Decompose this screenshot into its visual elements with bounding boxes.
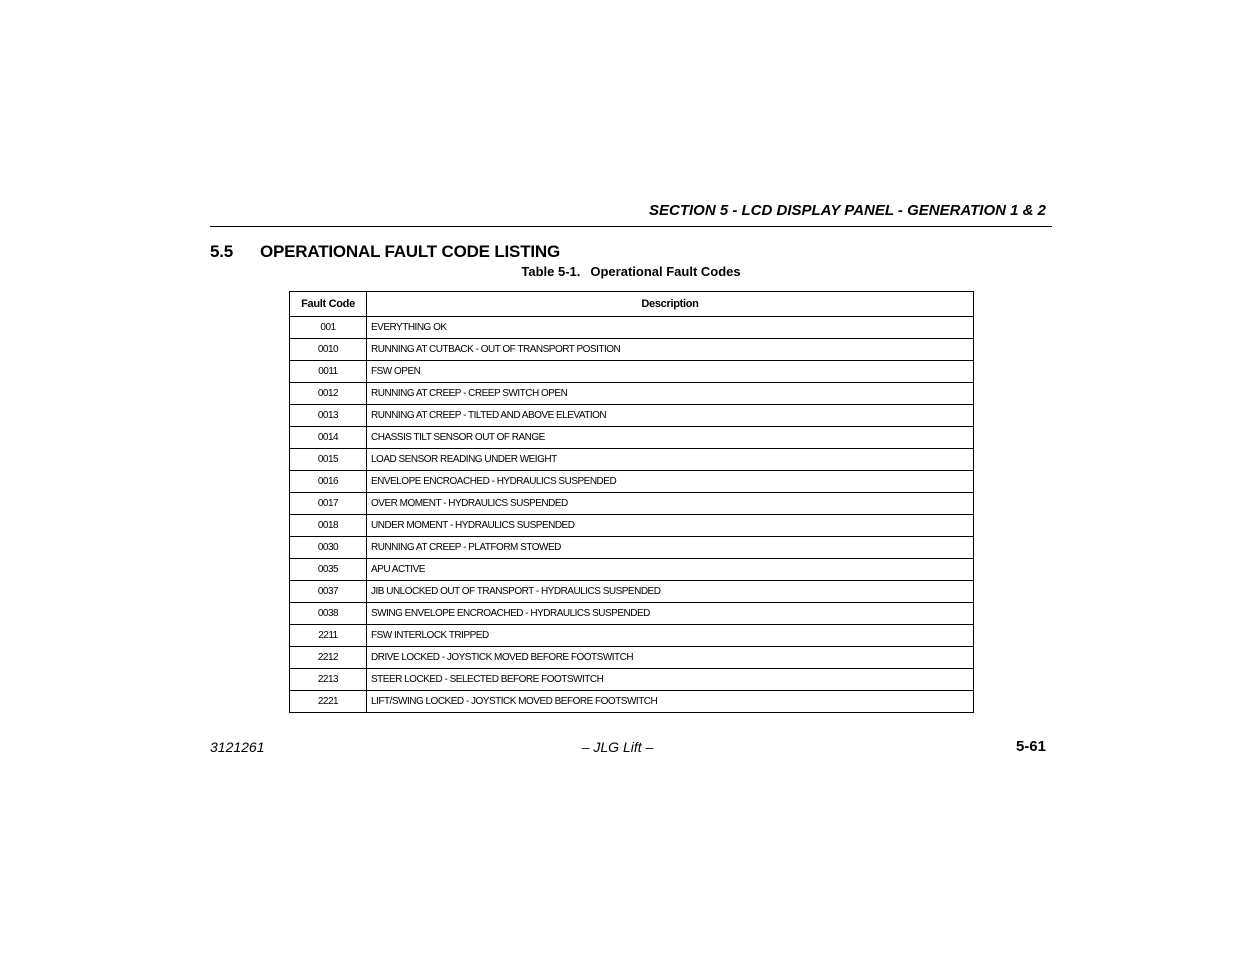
table-row xyxy=(290,647,974,669)
table-row xyxy=(290,559,974,581)
fault-description-cell: SWING ENVELOPE ENCROACHED - HYDRAULICS SUSPENDED xyxy=(367,603,974,625)
fault-code-cell: 0015 xyxy=(290,449,367,471)
fault-code-cell: 0012 xyxy=(290,383,367,405)
table-row xyxy=(290,361,974,383)
table-row xyxy=(290,625,974,647)
table-row xyxy=(290,383,974,405)
column-header-fault-code: Fault Code xyxy=(290,292,367,317)
table-row xyxy=(290,537,974,559)
table-caption xyxy=(289,264,973,279)
fault-code-cell: 0035 xyxy=(290,559,367,581)
fault-description-cell: APU ACTIVE xyxy=(367,559,974,581)
table-header-row xyxy=(290,292,974,317)
fault-description-cell: UNDER MOMENT - HYDRAULICS SUSPENDED xyxy=(367,515,974,537)
fault-code-cell: 2211 xyxy=(290,625,367,647)
fault-code-cell: 0018 xyxy=(290,515,367,537)
fault-code-cell: 0014 xyxy=(290,427,367,449)
fault-description-cell: FSW INTERLOCK TRIPPED xyxy=(367,625,974,647)
table-row xyxy=(290,515,974,537)
fault-description-cell: DRIVE LOCKED - JOYSTICK MOVED BEFORE FOOTSWITCH xyxy=(367,647,974,669)
table-row xyxy=(290,669,974,691)
section-title: OPERATIONAL FAULT CODE LISTING xyxy=(260,242,561,261)
fault-code-cell: 0037 xyxy=(290,581,367,603)
fault-code-cell: 2212 xyxy=(290,647,367,669)
table-row xyxy=(290,691,974,713)
fault-description-cell: FSW OPEN xyxy=(367,361,974,383)
table-row xyxy=(290,339,974,361)
fault-description-cell: RUNNING AT CREEP - CREEP SWITCH OPEN xyxy=(367,383,974,405)
fault-code-cell: 0017 xyxy=(290,493,367,515)
fault-code-cell: 001 xyxy=(290,317,367,339)
table-row xyxy=(290,493,974,515)
fault-description-cell: STEER LOCKED - SELECTED BEFORE FOOTSWITCH xyxy=(367,669,974,691)
table-row xyxy=(290,581,974,603)
section-number: 5.5 xyxy=(210,242,234,261)
fault-description-cell: OVER MOMENT - HYDRAULICS SUSPENDED xyxy=(367,493,974,515)
fault-code-cell: 0011 xyxy=(290,361,367,383)
fault-description-cell: RUNNING AT CREEP - PLATFORM STOWED xyxy=(367,537,974,559)
fault-code-table xyxy=(289,291,974,713)
fault-description-cell: EVERYTHING OK xyxy=(367,317,974,339)
fault-code-cell: 0030 xyxy=(290,537,367,559)
fault-code-cell: 2221 xyxy=(290,691,367,713)
fault-code-cell: 0038 xyxy=(290,603,367,625)
fault-description-cell: JIB UNLOCKED OUT OF TRANSPORT - HYDRAULICS SUSPENDED xyxy=(367,581,974,603)
fault-description-cell: CHASSIS TILT SENSOR OUT OF RANGE xyxy=(367,427,974,449)
table-row xyxy=(290,405,974,427)
table-body xyxy=(290,317,974,713)
fault-description-cell: RUNNING AT CREEP - TILTED AND ABOVE ELEVATION xyxy=(367,405,974,427)
column-header-description: Description xyxy=(367,292,974,317)
fault-description-cell: LOAD SENSOR READING UNDER WEIGHT xyxy=(367,449,974,471)
table-row xyxy=(290,603,974,625)
page-number: 5-61 xyxy=(1015,738,1046,755)
section-running-header: SECTION 5 - LCD DISPLAY PANEL - GENERATION 1 & 2 xyxy=(649,202,1046,219)
table-row xyxy=(290,449,974,471)
table-caption-title: Operational Fault Codes xyxy=(590,264,741,279)
publisher-footer: – JLG Lift – xyxy=(581,739,654,755)
table-row xyxy=(290,471,974,493)
table-row xyxy=(290,317,974,339)
section-heading xyxy=(210,242,560,262)
table-row xyxy=(290,427,974,449)
fault-code-cell: 0016 xyxy=(290,471,367,493)
fault-description-cell: RUNNING AT CUTBACK - OUT OF TRANSPORT POSITION xyxy=(367,339,974,361)
fault-description-cell: LIFT/SWING LOCKED - JOYSTICK MOVED BEFORE FOOTSWITCH xyxy=(367,691,974,713)
header-divider xyxy=(210,226,1052,227)
fault-code-cell: 2213 xyxy=(290,669,367,691)
table-caption-label: Table 5-1. xyxy=(521,264,581,279)
document-number: 3121261 xyxy=(210,739,265,755)
fault-code-cell: 0013 xyxy=(290,405,367,427)
fault-description-cell: ENVELOPE ENCROACHED - HYDRAULICS SUSPENDED xyxy=(367,471,974,493)
fault-code-cell: 0010 xyxy=(290,339,367,361)
